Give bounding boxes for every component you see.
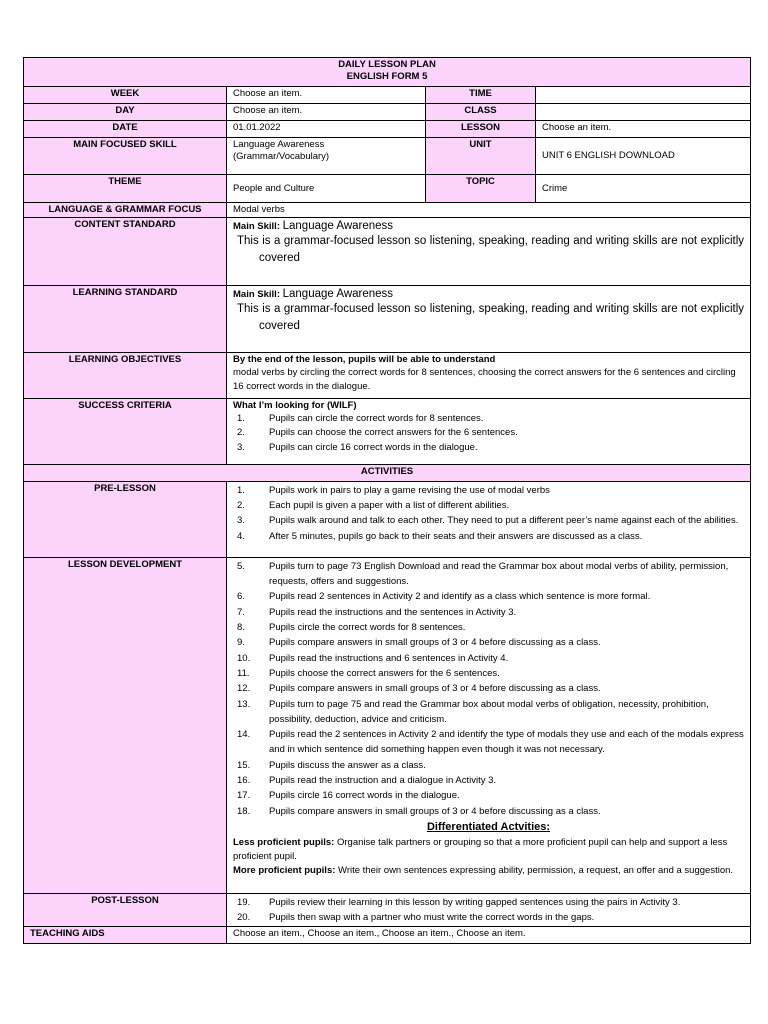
topic-field[interactable]: Crime	[536, 175, 751, 203]
class-field[interactable]	[536, 104, 751, 121]
list-item-text: Pupils compare answers in small groups of 3 or 4 before discussing as a class.	[269, 637, 601, 649]
learning-main-skill-label: Main Skill:	[233, 288, 280, 300]
content-standard-field[interactable]	[227, 217, 751, 285]
more-proficient-note	[233, 864, 744, 878]
list-item-text: Pupils then swap with a partner who must write the correct words in the gaps.	[269, 912, 595, 924]
list-item-number: 9.	[237, 637, 245, 649]
post-lesson-label: POST-LESSON	[24, 893, 227, 927]
list-item-number: 2.	[237, 500, 245, 512]
less-proficient-note	[233, 836, 744, 864]
list-item-number: 3.	[237, 441, 245, 453]
list-item-number: 1.	[237, 412, 245, 424]
list-item-text: Pupils read the 2 sentences in Activity 2 and identify the type of modals they use and each of the modals express and in which sentence did something happen even though it was not necessary.	[269, 729, 744, 756]
list-item-text: Pupils turn to page 75 and read the Grammar box about modal verbs of obligation, necessity, prohibition, possibility, deduction, advice and criticism.	[269, 698, 709, 725]
plan-header	[24, 58, 751, 87]
list-item-number: 6.	[237, 591, 245, 603]
lesson-development-list	[233, 559, 744, 819]
list-item	[233, 589, 744, 604]
learning-standard-field[interactable]	[227, 285, 751, 352]
list-item-text: Pupils can circle 16 correct words in the dialogue.	[269, 441, 478, 453]
list-item-text: Pupils compare answers in small groups of 3 or 4 before discussing as a class.	[269, 683, 601, 695]
activities-header: ACTIVITIES	[24, 464, 751, 481]
more-proficient-label: More proficient pupils:	[233, 864, 336, 876]
list-item-text: Pupils read the instructions and the sentences in Activity 3.	[269, 606, 517, 618]
list-item-number: 13.	[237, 698, 251, 710]
unit-field[interactable]: UNIT 6 ENGLISH DOWNLOAD	[536, 138, 751, 175]
list-item-text: Pupils read the instructions and 6 sentences in Activity 4.	[269, 652, 509, 664]
main-skill-sub: (Grammar/Vocabulary)	[233, 150, 330, 162]
wilf-intro: What I’m looking for (WILF)	[233, 399, 357, 411]
objectives-field[interactable]	[227, 352, 751, 398]
day-label: DAY	[24, 104, 227, 121]
plan-title: DAILY LESSON PLAN	[338, 59, 436, 70]
list-item	[233, 441, 744, 455]
post-lesson-list	[233, 895, 744, 926]
list-item	[233, 804, 744, 819]
list-item-text: Pupils can choose the correct answers for the 6 sentences.	[269, 427, 518, 439]
list-item	[233, 412, 744, 426]
pre-lesson-label: PRE-LESSON	[24, 481, 227, 557]
plan-subtitle: ENGLISH FORM 5	[346, 70, 428, 82]
list-item	[233, 773, 744, 788]
content-main-skill-label: Main Skill:	[233, 220, 280, 232]
list-item-number: 2.	[237, 427, 245, 439]
list-item	[233, 513, 744, 528]
objectives-label: LEARNING OBJECTIVES	[24, 352, 227, 398]
list-item	[233, 426, 744, 440]
list-item	[233, 910, 744, 925]
week-label: WEEK	[24, 87, 227, 104]
list-item-number: 18.	[237, 805, 251, 817]
theme-field[interactable]: People and Culture	[227, 175, 426, 203]
list-item-number: 8.	[237, 622, 245, 634]
list-item	[233, 605, 744, 620]
learning-standard-statement: This is a grammar-focused lesson so listening, speaking, reading and writing skills are not explicitly covered	[237, 303, 745, 332]
unit-label: UNIT	[426, 138, 536, 175]
lesson-dropdown[interactable]: Choose an item.	[536, 121, 751, 138]
list-item	[233, 498, 744, 513]
list-item-number: 10.	[237, 652, 251, 664]
list-item-text: Pupils choose the correct answers for the 6 sentences.	[269, 667, 500, 679]
differentiated-title: Differentiated Actvities:	[426, 820, 551, 833]
more-proficient-text: Write their own sentences expressing ability, permission, a request, an offer and a suggestion.	[338, 864, 734, 876]
teaching-aids-dropdown[interactable]: Choose an item., Choose an item., Choose an item., Choose an item.	[227, 927, 751, 944]
less-proficient-label: Less proficient pupils:	[233, 836, 335, 848]
list-item-text: Each pupil is given a paper with a list of different abilities.	[269, 500, 510, 512]
list-item-number: 15.	[237, 759, 251, 771]
pre-lesson-field[interactable]	[227, 481, 751, 557]
grammar-focus-field[interactable]: Modal verbs	[227, 203, 751, 218]
main-skill-label: MAIN FOCUSED SKILL	[24, 138, 227, 175]
list-item-text: Pupils turn to page 73 English Download and read the Grammar box about modal verbs of ability, permission, requests, offers and suggestions.	[269, 560, 729, 588]
list-item	[233, 529, 744, 544]
content-main-skill-value: Language Awareness	[282, 219, 394, 232]
less-proficient-text: Organise talk partners or grouping so that a more proficient pupil can help and support a less proficient pupil.	[233, 836, 728, 862]
week-dropdown[interactable]: Choose an item.	[227, 87, 426, 104]
lesson-label: LESSON	[426, 121, 536, 138]
list-item	[233, 635, 744, 650]
lesson-development-label: LESSON DEVELOPMENT	[24, 557, 227, 893]
class-label: CLASS	[426, 104, 536, 121]
list-item	[233, 559, 744, 590]
list-item-number: 12.	[237, 683, 251, 695]
list-item	[233, 758, 744, 773]
lesson-plan-table	[23, 57, 751, 944]
lesson-development-field[interactable]	[227, 557, 751, 893]
success-criteria-label: SUCCESS CRITERIA	[24, 398, 227, 464]
learning-main-skill-value: Language Awareness	[282, 287, 394, 300]
teaching-aids-label: TEACHING AIDS	[24, 927, 227, 944]
list-item-number: 4.	[237, 530, 245, 542]
list-item-number: 17.	[237, 790, 251, 802]
list-item-text: After 5 minutes, pupils go back to their seats and their answers are discussed as a class.	[269, 530, 643, 542]
list-item	[233, 727, 744, 758]
objectives-text: modal verbs by circling the correct words for 8 sentences, choosing the correct answers for the 6 sentences and circling 16 correct words in the dialogue.	[233, 366, 736, 392]
success-criteria-list	[233, 412, 744, 455]
list-item-text: Pupils compare answers in small groups of 3 or 4 before discussing as a class.	[269, 805, 601, 817]
list-item-number: 11.	[237, 667, 250, 679]
list-item-number: 7.	[237, 606, 245, 618]
list-item	[233, 681, 744, 696]
list-item-text: Pupils review their learning in this lesson by writing gapped sentences using the pairs in Activity 3.	[269, 896, 681, 908]
post-lesson-field[interactable]	[227, 893, 751, 927]
list-item-text: Pupils walk around and talk to each other. They need to put a different peer’s name against each of the abilities.	[269, 515, 739, 527]
list-item-number: 16.	[237, 775, 251, 787]
grammar-focus-label: LANGUAGE & GRAMMAR FOCUS	[24, 203, 227, 218]
list-item	[233, 697, 744, 728]
list-item-number: 20.	[237, 912, 251, 924]
list-item-number: 14.	[237, 729, 251, 741]
list-item-text: Pupils can circle the correct words for 8 sentences.	[269, 412, 484, 424]
day-dropdown[interactable]: Choose an item.	[227, 104, 426, 121]
list-item-text: Pupils circle 16 correct words in the dialogue.	[269, 790, 460, 802]
main-skill-value: Language Awareness	[233, 139, 325, 150]
list-item	[233, 620, 744, 635]
main-skill-field[interactable]	[227, 138, 426, 175]
list-item	[233, 666, 744, 681]
time-field[interactable]	[536, 87, 751, 104]
content-standard-label: CONTENT STANDARD	[24, 217, 227, 285]
list-item	[233, 788, 744, 803]
content-main-skill	[233, 219, 744, 233]
time-label: TIME	[426, 87, 536, 104]
list-item-text: Pupils discuss the answer as a class.	[269, 759, 426, 771]
list-item-number: 19.	[237, 896, 251, 908]
date-label: DATE	[24, 121, 227, 138]
list-item-number: 1.	[237, 484, 245, 496]
list-item	[233, 483, 744, 498]
list-item-number: 5.	[237, 560, 245, 572]
date-field[interactable]: 01.01.2022	[227, 121, 426, 138]
objectives-intro: By the end of the lesson, pupils will be able to understand	[233, 353, 496, 365]
list-item-text: Pupils work in pairs to play a game revising the use of modal verbs	[269, 484, 550, 496]
list-item-text: Pupils read the instruction and a dialogue in Activity 3.	[269, 775, 497, 787]
topic-label: TOPIC	[426, 175, 536, 203]
learning-standard-label: LEARNING STANDARD	[24, 285, 227, 352]
content-standard-statement: This is a grammar-focused lesson so listening, speaking, reading and writing skills are not explicitly covered	[237, 235, 745, 264]
success-criteria-field[interactable]	[227, 398, 751, 464]
pre-lesson-list	[233, 483, 744, 544]
list-item-text: Pupils read 2 sentences in Activity 2 and identify as a class which sentence is more formal.	[269, 591, 651, 603]
list-item	[233, 651, 744, 666]
list-item-text: Pupils circle the correct words for 8 sentences.	[269, 622, 466, 634]
learning-main-skill	[233, 287, 744, 301]
list-item-number: 3.	[237, 515, 245, 527]
theme-label: THEME	[24, 175, 227, 203]
list-item	[233, 895, 744, 910]
